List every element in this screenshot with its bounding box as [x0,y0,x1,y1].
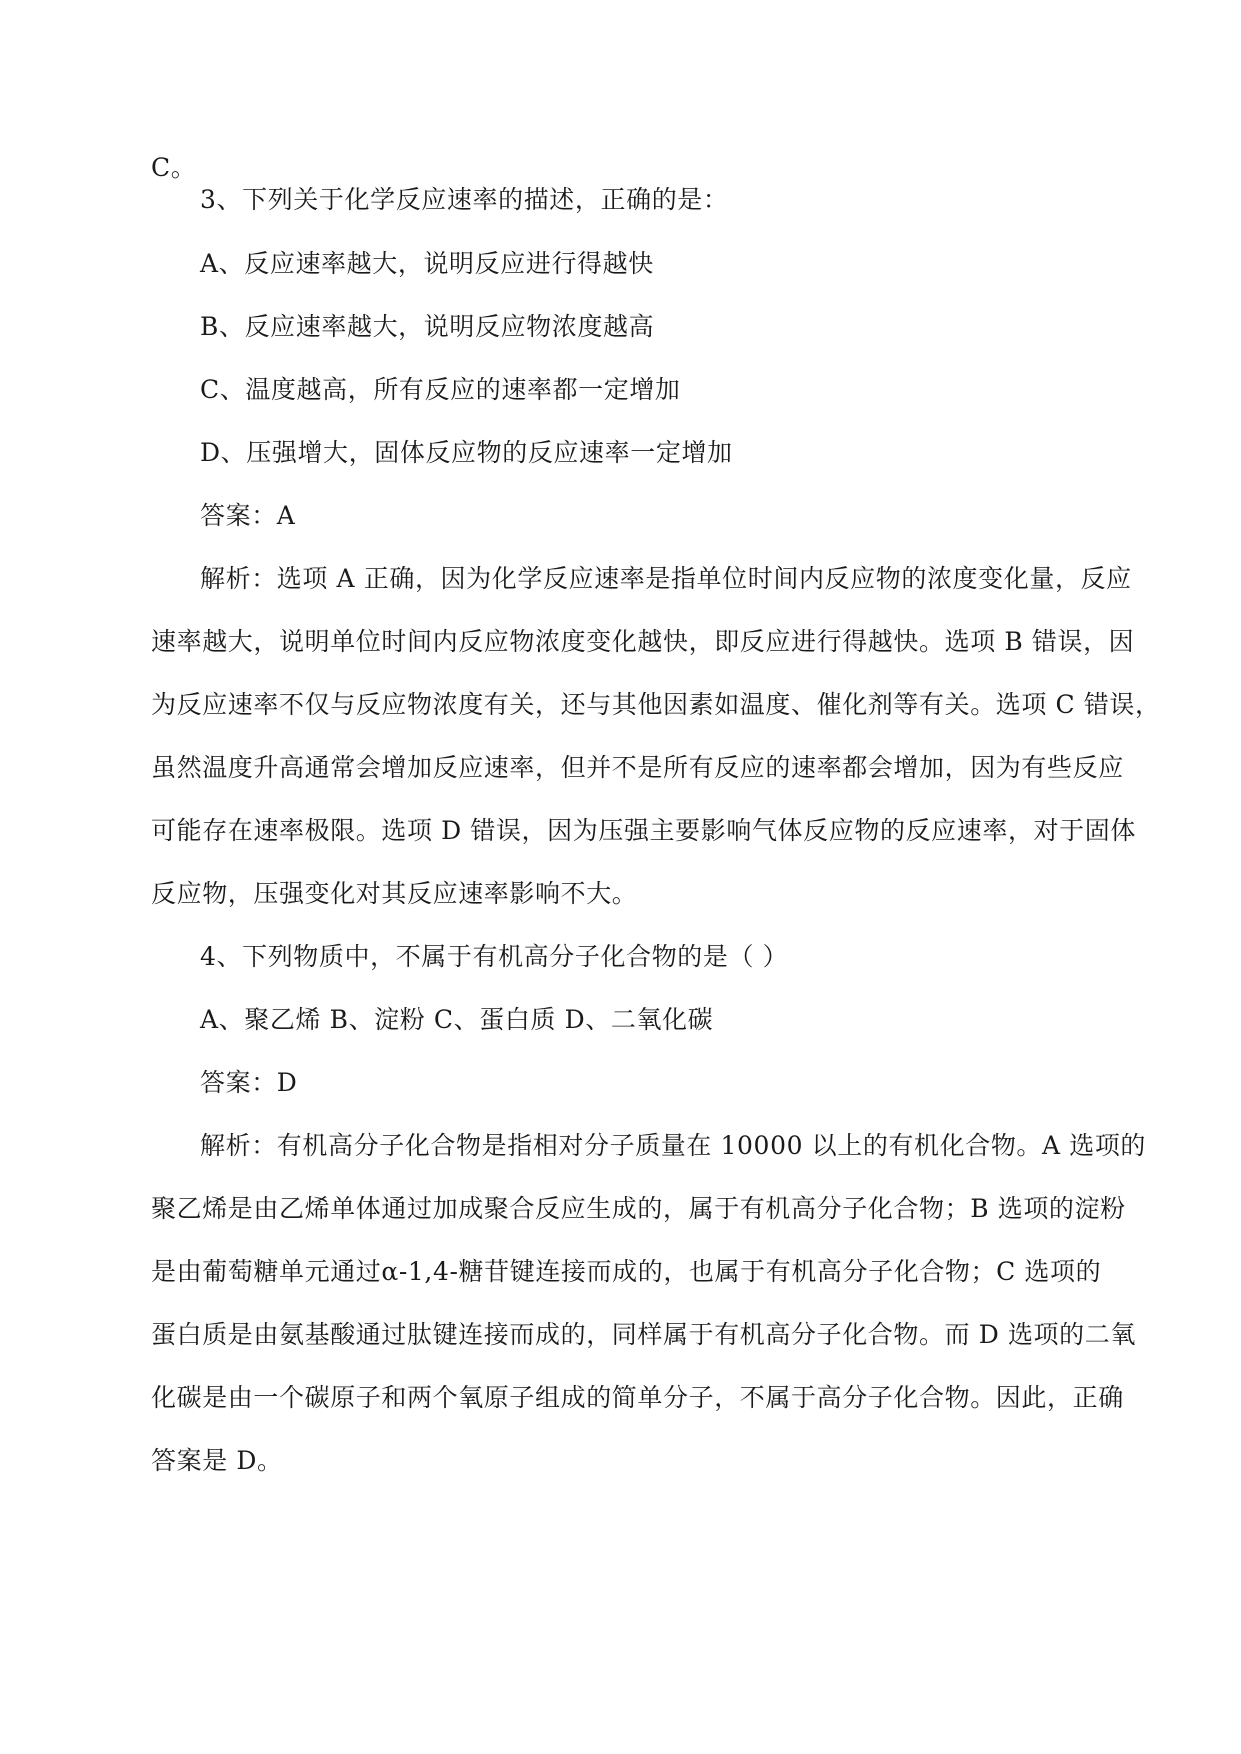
answer-tail-prev: C。 [151,153,197,182]
question-4-options: A、聚乙烯 B、淀粉 C、蛋白质 D、二氧化碳 [200,1005,714,1034]
question-3-option-a: A、反应速率越大，说明反应进行得越快 [200,249,654,278]
question-4-explanation-line: 化碳是由一个碳原子和两个氧原子组成的简单分子，不属于高分子化合物。因此，正确 [151,1383,1124,1412]
question-3-explanation-line: 虽然温度升高通常会增加反应速率，但并不是所有反应的速率都会增加，因为有些反应 [151,753,1124,782]
question-4-explanation-line: 蛋白质是由氨基酸通过肽键连接而成的，同样属于有机高分子化合物。而 D 选项的二氧 [151,1320,1136,1349]
question-3-explanation-line: 速率越大，说明单位时间内反应物浓度变化越快，即反应进行得越快。选项 B 错误，因 [151,627,1135,656]
question-4-stem: 4、下列物质中，不属于有机高分子化合物的是（ ） [200,942,789,971]
question-3-stem: 3、下列关于化学反应速率的描述，正确的是： [200,185,729,214]
question-3-option-b: B、反应速率越大，说明反应物浓度越高 [200,312,655,341]
question-3-answer: 答案：A [200,501,296,530]
question-3-explanation-line: 解析：选项 A 正确，因为化学反应速率是指单位时间内反应物的浓度变化量，反应 [200,564,1132,593]
question-3-explanation-line: 为反应速率不仅与反应物浓度有关，还与其他因素如温度、催化剂等有关。选项 C 错误， [151,690,1161,719]
question-4-explanation-line: 解析：有机高分子化合物是指相对分子质量在 10000 以上的有机化合物。A 选项的 [200,1131,1147,1160]
question-4-explanation-line: 答案是 D。 [151,1446,283,1475]
question-4-explanation-line: 聚乙烯是由乙烯单体通过加成聚合反应生成的，属于有机高分子化合物；B 选项的淀粉 [151,1194,1126,1223]
question-3-explanation-line: 可能存在速率极限。选项 D 错误，因为压强主要影响气体反应物的反应速率，对于固体 [151,816,1136,845]
question-3-option-d: D、压强增大，固体反应物的反应速率一定增加 [200,438,733,467]
question-3-explanation-line: 反应物，压强变化对其反应速率影响不大。 [151,879,638,908]
question-4-answer: 答案：D [200,1068,298,1097]
question-3-option-c: C、温度越高，所有反应的速率都一定增加 [200,375,681,404]
question-4-explanation-line: 是由葡萄糖单元通过α-1,4-糖苷键连接而成的，也属于有机高分子化合物；C 选项的 [151,1257,1102,1286]
